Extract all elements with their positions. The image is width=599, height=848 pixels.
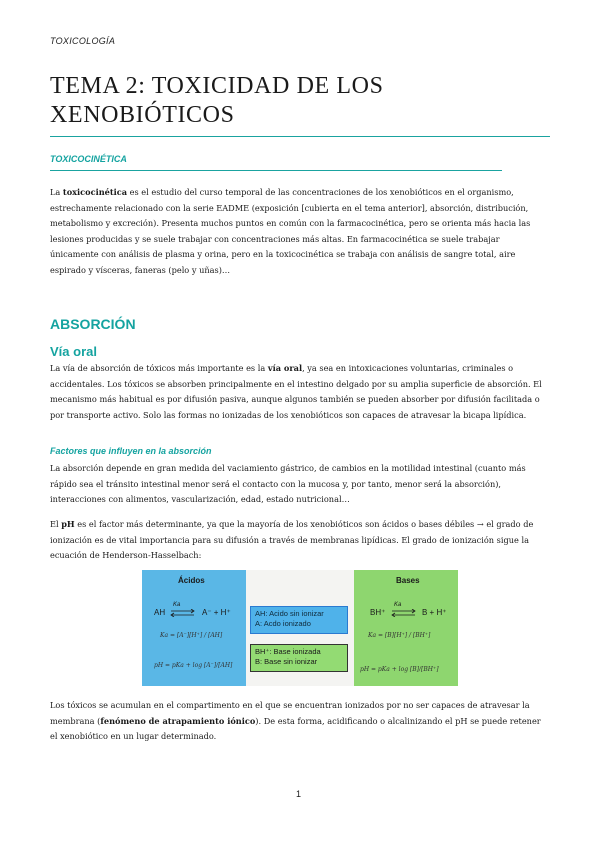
- base-ka-label: Ka: [394, 602, 402, 608]
- paragraph-toxicocinetica: La toxicocinética es el estudio del curso temporal de las concentraciones de los xenobióticos en el organismo, estrechamente relacionado con la serie EADME (exposición [cubierta en el tema anterior], absorción, distribución, metabolismo y excreción). Presenta muchos puntos en común con la farmacocinética, pero se orienta más hacia las lesiones producidas y se suele trabajar con concentraciones más altas. En farmacocinética se suele trabajar únicamente con análisis de plasma y orina, pero en la toxicocinética se trabaja con análisis de sangre total, aire espirado y vísceras, faneras (pelo y uñas)…: [50, 187, 531, 275]
- acid-eq-left: AH: [154, 608, 166, 617]
- base-ka-formula: Ka = [B][H⁺] / [BH⁺]: [368, 632, 431, 639]
- henderson-hasselbach-figure: [142, 570, 458, 686]
- acid-ka-label: Ka: [173, 602, 181, 608]
- page-number: 1: [296, 789, 302, 799]
- acid-equilibrium-arrow: [170, 609, 196, 617]
- acid-ph-formula: pH = pKa + log [A⁻]/[AH]: [154, 662, 233, 669]
- section-heading-toxicocinetica: TOXICOCINÉTICA: [50, 154, 127, 164]
- term-atrapamiento-ionico: fenómeno de atrapamiento iónico: [100, 715, 256, 726]
- paragraph-factores: La absorción depende en gran medida del vaciamiento gástrico, de cambios en la motilidad intestinal (cuanto más rápido sea el tránsito intestinal menor será el contacto con la mucosa y, por tanto, menor será la absorción), interacciones con alimentos, vascularización, edad, estado nutricional…: [50, 463, 526, 504]
- section-underline: [50, 170, 502, 171]
- acid-ka-formula: Ka = [A⁻][H⁺] / [AH]: [160, 632, 223, 639]
- paragraph-via-oral: La vía de absorción de tóxicos más importante es la vía oral, ya sea en intoxicaciones voluntarias, criminales o accidentales. Los tóxicos se absorben principalmente en el intestino delgado por su amplia superficie de absorción. El mecanismo más habitual es por difusión pasiva, aunque algunos también se pueden absorber por difusión facilitada o por transporte activo. Solo las formas no ionizadas de los xenobióticos son capaces de atravesar la bicapa lipídica.: [50, 363, 542, 420]
- base-legend-box: BH⁺: Base ionizada B: Base sin ionizar: [250, 644, 348, 672]
- title-line-1: TEMA 2: TOXICIDAD DE LOS: [50, 73, 384, 99]
- term-toxicocinetica: toxicocinética: [62, 187, 128, 197]
- term-ph: pH: [61, 519, 75, 529]
- heading-absorcion: ABSORCIÓN: [50, 316, 136, 332]
- term-via-oral: vía oral: [267, 363, 303, 373]
- acid-legend-box: AH: Acido sin ionizar A: Acdo ionizado: [250, 606, 348, 634]
- base-equilibrium-arrow: [391, 609, 417, 617]
- running-header: TOXICOLOGÍA: [50, 36, 116, 46]
- acid-title: Ácidos: [178, 576, 205, 585]
- base-eq-left: BH⁺: [370, 608, 386, 617]
- paragraph-ph: El pH es el factor más determinante, ya que la mayoría de los xenobióticos son ácidos o bases débiles → el grado de ionización es de vital importancia para su difusión a través de membranas lipídicas. El grado de ionización sigue la ecuación de Henderson-Hasselbach:: [50, 519, 534, 560]
- title-line-2: XENOBIÓTICOS: [50, 102, 235, 128]
- heading-via-oral: Vía oral: [50, 344, 97, 359]
- page-title: [50, 72, 530, 130]
- base-ph-formula: pH = pKa + log [B]/[BH⁺]: [360, 666, 439, 673]
- base-title: Bases: [396, 576, 420, 585]
- heading-factores: Factores que influyen en la absorción: [50, 446, 212, 456]
- acid-eq-right: A⁻ + H⁺: [202, 608, 231, 617]
- base-eq-right: B + H⁺: [422, 608, 447, 617]
- paragraph-atrapamiento: Los tóxicos se acumulan en el compartimento en el que se encuentran ionizados por no ser capaces de atravesar la membrana (fenómeno de atrapamiento iónico). De esta forma, acidificando o alcalinizando el pH se puede retener el xenobiótico en un lugar determinado.: [50, 700, 541, 741]
- title-underline: [50, 136, 550, 137]
